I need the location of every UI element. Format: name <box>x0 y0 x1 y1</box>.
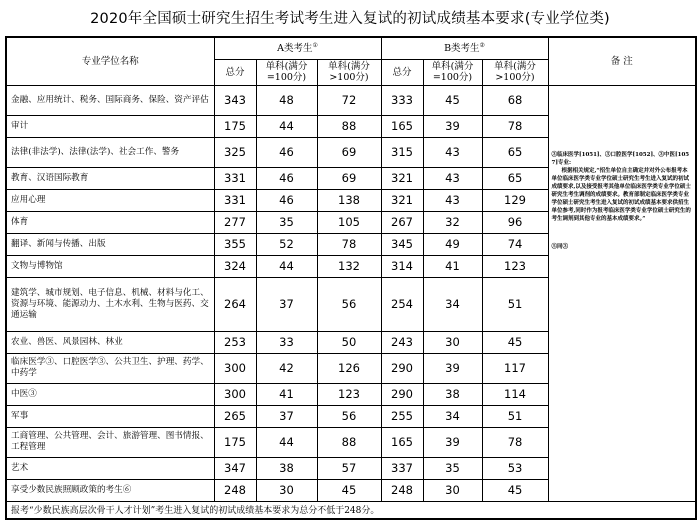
group-a-single-gt100-cell: 57 <box>317 457 381 479</box>
group-b-single-100-cell: 34 <box>423 277 482 331</box>
group-b-single-gt100-cell: 78 <box>482 115 548 137</box>
group-a-single-gt100-cell: 45 <box>317 479 381 501</box>
group-a-single-gt100-cell: 56 <box>317 277 381 331</box>
group-a-single-gt100-cell: 138 <box>317 189 381 211</box>
major-column-header: 专业学位名称 <box>6 37 214 85</box>
group-a-single-gt100-cell: 72 <box>317 85 381 115</box>
group-b-single-100-cell: 35 <box>423 457 482 479</box>
score-table <box>5 36 697 520</box>
group-b-single-100-cell: 30 <box>423 479 482 501</box>
major-name-cell: 建筑学、城市规划、电子信息、机械、材料与化工、资源与环境、能源动力、土木水利、生物与医药、交通运输 <box>6 277 214 331</box>
group-a-single-100-cell: 33 <box>256 331 317 353</box>
group-a-single-100-cell: 46 <box>256 137 317 167</box>
group-b-single-gt100-cell: 65 <box>482 167 548 189</box>
group-a-single-100-cell: 52 <box>256 233 317 255</box>
group-a-total-cell: 265 <box>214 405 256 427</box>
table-footnote: 报考“少数民族高层次骨干人才计划”考生进入复试的初试成绩基本要求为总分不低于248分。 <box>6 501 696 519</box>
group-a-single-100-cell: 30 <box>256 479 317 501</box>
major-name-cell: 体育 <box>6 211 214 233</box>
group-a-single-100-cell: 35 <box>256 211 317 233</box>
group-a-single-100-cell: 42 <box>256 353 317 383</box>
group-b-single-100-cell: 49 <box>423 233 482 255</box>
group-a-single-gt100-cell: 105 <box>317 211 381 233</box>
group-a-total-cell: 300 <box>214 353 256 383</box>
table-row <box>6 85 696 115</box>
group-b-label: B类考生 <box>444 42 480 54</box>
group-a-single-gt100-cell: 78 <box>317 233 381 255</box>
group-b-single-gt100-cell: 129 <box>482 189 548 211</box>
group-a-single-100-cell: 44 <box>256 427 317 457</box>
group-b-single-100-cell: 45 <box>423 85 482 115</box>
group-b-single-gt100-cell: 96 <box>482 211 548 233</box>
group-a-total-cell: 343 <box>214 85 256 115</box>
group-b-total-cell: 248 <box>381 479 423 501</box>
group-a-single-gt100-cell: 123 <box>317 383 381 405</box>
group-b-total-header: 总分 <box>381 59 423 85</box>
group-a-single-gt100-cell: 88 <box>317 427 381 457</box>
major-name-cell: 审计 <box>6 115 214 137</box>
group-b-single-gt100-cell: 78 <box>482 427 548 457</box>
group-b-single-gt100-cell: 51 <box>482 405 548 427</box>
group-a-single-100-cell: 48 <box>256 85 317 115</box>
group-b-total-cell: 333 <box>381 85 423 115</box>
group-b-single-gt100-cell: 117 <box>482 353 548 383</box>
group-a-single-gt100-header: 单科(满分>100分) <box>317 59 381 85</box>
major-name-cell: 应用心理 <box>6 189 214 211</box>
group-a-single-100-cell: 37 <box>256 277 317 331</box>
group-b-total-cell: 337 <box>381 457 423 479</box>
group-a-total-cell: 331 <box>214 167 256 189</box>
major-name-cell: 法律(非法学)、法律(法学)、社会工作、警务 <box>6 137 214 167</box>
group-a-single-100-cell: 37 <box>256 405 317 427</box>
major-name-cell: 农业、兽医、风景园林、林业 <box>6 331 214 353</box>
major-name-cell: 享受少数民族照顾政策的考生⑥ <box>6 479 214 501</box>
major-name-cell: 金融、应用统计、税务、国际商务、保险、资产评估 <box>6 85 214 115</box>
group-b-single-100-cell: 38 <box>423 383 482 405</box>
group-b-single-gt100-cell: 114 <box>482 383 548 405</box>
group-b-single-100-cell: 43 <box>423 189 482 211</box>
group-b-single-100-cell: 39 <box>423 427 482 457</box>
group-b-total-cell: 315 <box>381 137 423 167</box>
group-a-total-cell: 325 <box>214 137 256 167</box>
major-name-cell: 翻译、新闻与传播、出版 <box>6 233 214 255</box>
group-a-total-cell: 175 <box>214 427 256 457</box>
group-a-single-100-cell: 46 <box>256 189 317 211</box>
group-a-total-cell: 175 <box>214 115 256 137</box>
group-a-single-gt100-cell: 50 <box>317 331 381 353</box>
group-b-single-100-cell: 34 <box>423 405 482 427</box>
group-a-footnote-mark: ① <box>312 41 318 49</box>
remark-paragraph-2: ⑤同③ <box>551 243 569 250</box>
group-a-total-cell: 248 <box>214 479 256 501</box>
group-b-total-cell: 321 <box>381 189 423 211</box>
group-b-total-cell: 314 <box>381 255 423 277</box>
remark-paragraph-1 <box>552 151 693 223</box>
group-b-single-100-cell: 43 <box>423 167 482 189</box>
group-b-single-100-cell: 39 <box>423 115 482 137</box>
group-a-single-100-cell: 38 <box>256 457 317 479</box>
group-a-single-gt100-cell: 56 <box>317 405 381 427</box>
group-a-single-gt100-cell: 132 <box>317 255 381 277</box>
major-name-cell: 艺术 <box>6 457 214 479</box>
group-a-total-cell: 277 <box>214 211 256 233</box>
group-a-total-cell: 355 <box>214 233 256 255</box>
major-name-cell: 文物与博物馆 <box>6 255 214 277</box>
group-b-single-100-cell: 41 <box>423 255 482 277</box>
major-name-cell: 工商管理、公共管理、会计、旅游管理、图书情报、工程管理 <box>6 427 214 457</box>
group-a-single-gt100-cell: 69 <box>317 167 381 189</box>
group-b-single-100-cell: 43 <box>423 137 482 167</box>
group-a-single-100-cell: 46 <box>256 167 317 189</box>
group-b-footnote-mark: ② <box>479 41 485 49</box>
group-a-total-cell: 324 <box>214 255 256 277</box>
group-a-single-100-cell: 44 <box>256 115 317 137</box>
major-name-cell: 临床医学③、口腔医学③、公共卫生、护理、药学、中药学 <box>6 353 214 383</box>
group-b-single-gt100-cell: 53 <box>482 457 548 479</box>
group-a-single-100-cell: 44 <box>256 255 317 277</box>
group-b-single-100-header: 单科(满分=100分) <box>423 59 482 85</box>
remarks-cell <box>548 85 696 501</box>
group-b-total-cell: 243 <box>381 331 423 353</box>
group-b-single-gt100-cell: 68 <box>482 85 548 115</box>
group-b-total-cell: 165 <box>381 115 423 137</box>
group-b-total-cell: 290 <box>381 383 423 405</box>
group-a-total-cell: 253 <box>214 331 256 353</box>
group-a-total-header: 总分 <box>214 59 256 85</box>
score-table-wrapper <box>5 36 695 520</box>
group-a-single-gt100-cell: 69 <box>317 137 381 167</box>
group-b-single-gt100-cell: 45 <box>482 331 548 353</box>
group-a-label: A类考生 <box>277 42 313 54</box>
group-b-total-cell: 290 <box>381 353 423 383</box>
group-a-single-100-cell: 41 <box>256 383 317 405</box>
group-b-single-100-cell: 39 <box>423 353 482 383</box>
group-b-total-cell: 267 <box>381 211 423 233</box>
group-b-single-100-cell: 32 <box>423 211 482 233</box>
group-a-header <box>214 37 381 59</box>
group-b-total-cell: 255 <box>381 405 423 427</box>
group-b-single-gt100-cell: 45 <box>482 479 548 501</box>
group-a-single-gt100-cell: 88 <box>317 115 381 137</box>
group-a-single-gt100-cell: 126 <box>317 353 381 383</box>
group-b-single-gt100-cell: 51 <box>482 277 548 331</box>
group-b-single-gt100-cell: 123 <box>482 255 548 277</box>
group-b-single-100-cell: 30 <box>423 331 482 353</box>
major-name-cell: 中医③ <box>6 383 214 405</box>
group-b-total-cell: 165 <box>381 427 423 457</box>
major-name-cell: 军事 <box>6 405 214 427</box>
group-b-total-cell: 321 <box>381 167 423 189</box>
score-table-body <box>6 85 696 501</box>
group-b-total-cell: 345 <box>381 233 423 255</box>
group-b-single-gt100-header: 单科(满分>100分) <box>482 59 548 85</box>
remark-paragraph-1-heading: ③临床医学[1051]、③口腔医学[1052]、③中医[1057]专业: <box>551 151 690 166</box>
major-name-cell: 教育、汉语国际教育 <box>6 167 214 189</box>
group-b-single-gt100-cell: 74 <box>482 233 548 255</box>
group-a-total-cell: 300 <box>214 383 256 405</box>
group-b-header <box>381 37 548 59</box>
group-a-total-cell: 347 <box>214 457 256 479</box>
group-a-total-cell: 264 <box>214 277 256 331</box>
group-b-single-gt100-cell: 65 <box>482 137 548 167</box>
group-a-single-100-header: 单科(满分=100分) <box>256 59 317 85</box>
page-title: 2020年全国硕士研究生招生考试考生进入复试的初试成绩基本要求(专业学位类) <box>90 11 610 27</box>
group-a-total-cell: 331 <box>214 189 256 211</box>
remarks-header: 备 注 <box>548 37 696 85</box>
remark-paragraph-1-body: 根据相关规定,“招生单位自主确定并对外公布报考本单位临床医学类专业学位硕士研究生考生进入复试的初试成绩要求,以及接受报考其他单位临床医学类专业学位硕士研究生考生调剂的成绩要求。教育部制定临床医学类专业学位硕士研究生考生进入复试的初试成绩基本要求供招生单位参考,同时作为报考临床医学类专业学位硕士研究生的考生调剂到其他专业的基本成绩要求。” <box>551 167 691 222</box>
group-b-total-cell: 254 <box>381 277 423 331</box>
